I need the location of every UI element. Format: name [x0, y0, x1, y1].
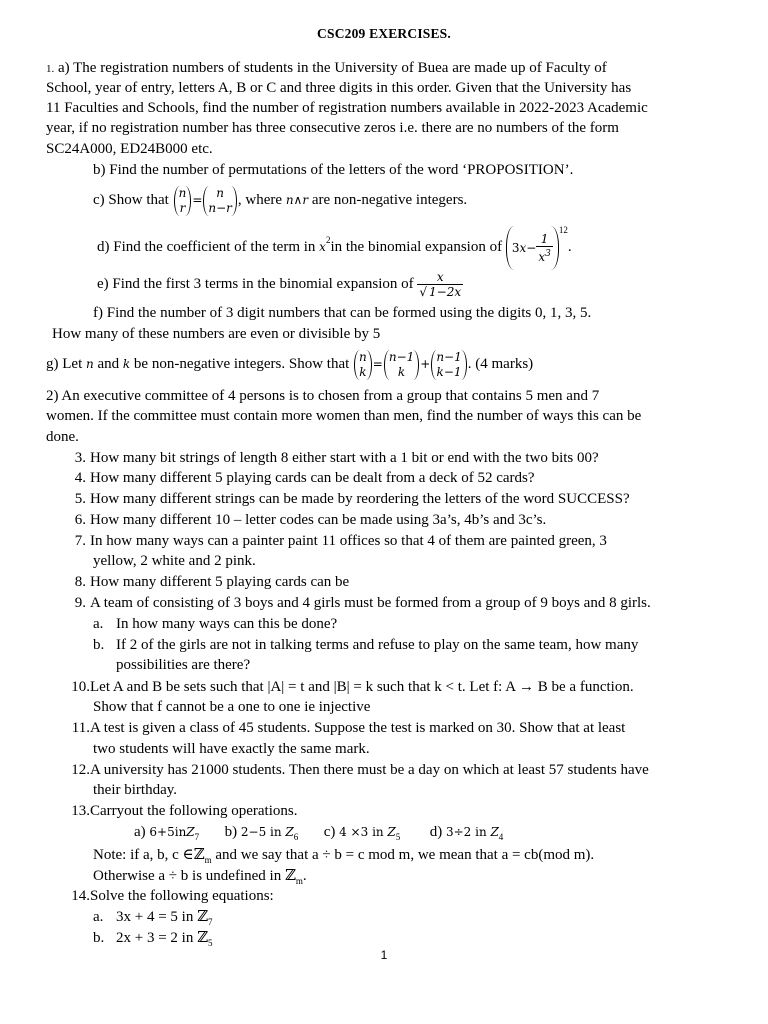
- list-item-11: 11.A test is given a class of 45 students. Suppose the test is marked on 30. Show that at least: [71, 720, 626, 736]
- q1a-line-3: 11 Faculties and Schools, find the number of registration numbers available in 2022-2023 Academic: [46, 100, 648, 116]
- list-item-8: 8. How many different 5 playing cards can be: [74, 574, 350, 590]
- list-item-6: 6. How many different 10 – letter codes can be made using 3a’s, 4b’s and 3c’s.: [74, 512, 547, 528]
- q1-number: 1.: [46, 63, 55, 75]
- q1b-line: b) Find the number of permutations of the letters of the word ‘PROPOSITION’.: [93, 162, 574, 178]
- list-item-3: 3. How many bit strings of length 8 either start with a 1 bit or end with the two bits 00?: [74, 450, 599, 466]
- list-item-7-cont: yellow, 2 white and 2 pink.: [93, 553, 256, 569]
- binom-n1-k1: n−1 k−1: [431, 350, 466, 380]
- q1f-line-2: How many of these numbers are even or divisible by 5: [52, 326, 381, 342]
- page-title: CSC209 EXERCISES.: [317, 26, 451, 41]
- q1d-mid: in the binomial expansion of: [330, 239, 503, 255]
- binom-n-r: n r: [174, 186, 192, 216]
- list-item-12: 12.A university has 21000 students. Then there must be a day on which at least 57 students have: [71, 762, 649, 778]
- q1a-line-1: [46, 58, 607, 79]
- q13-note-line-2: Otherwise a ÷ b is undefined in ℤ$_m$.: [93, 868, 307, 886]
- list-item-12-cont: their birthday.: [93, 782, 178, 798]
- q1g-k: k: [122, 357, 131, 371]
- list-item-10: 10.Let A and B be sets such that |A| = t and |B| = k such that k < t. Let f: A → B be a function.: [71, 679, 634, 695]
- list-item-14: 14.Solve the following equations:: [71, 888, 274, 904]
- list-item-9: 9. A team of consisting of 3 boys and 4 girls must be formed from a group of 9 boys and 8 girls.: [74, 595, 651, 611]
- list-item-13: 13.Carryout the following operations.: [71, 803, 298, 819]
- q2-line-2: women. If the committee must contain more women than men, find the number of ways this can be: [46, 408, 642, 424]
- q1g-marks: . (4 marks): [467, 356, 534, 372]
- q1c-vars: n∧r: [285, 193, 309, 207]
- list-item-7: 7. In how many ways can a painter paint 11 offices so that 4 of them are painted green, 3: [74, 533, 607, 549]
- list-item-5: 5. How many different strings can be made by reordering the letters of the word SUCCESS?: [74, 491, 630, 507]
- q1a-line-4: year, if no registration number has three consecutive zeros i.e. there are no numbers of the form: [46, 120, 619, 136]
- binom-n-n-minus-r: n n−r: [203, 186, 237, 216]
- fraction-x-over-sqrt: $\frac{x}{√ 1-2x}$: [419, 270, 462, 300]
- list-item-4: 4. How many different 5 playing cards can be dealt from a deck of 52 cards?: [74, 470, 535, 486]
- q1d-line: d) Find the coefficient of the term in $x^2in$ the binomial expansion of 3x− $\frac{1}{x^3}$ $^{12}$.: [97, 224, 572, 270]
- q1c-line: c) Show that n r = n n−r , where n∧r are non-negative integers.: [93, 185, 468, 215]
- q1a-line-2: School, year of entry, letters A, B or C and three digits in this order. Given that the University has: [46, 80, 632, 96]
- q1e-pre: e) Find the first 3 terms in the binomial expansion of: [97, 276, 414, 292]
- q1c-end: are non-negative integers.: [311, 192, 468, 208]
- q1c-pre: c) Show that: [93, 192, 169, 208]
- q2-line-1: 2) An executive committee of 4 persons is to chosen from a group that contains 5 men and 7: [46, 388, 600, 404]
- q13-note-line-1: Note: if a, b, c ∈ℤ$_m$ and we say that a ÷ b = c mod m, we mean that a = cb(mod m).: [93, 847, 595, 865]
- q1e-line: [97, 266, 463, 302]
- binomial-expression-d: 3x− $\frac{1}{x^3}$: [506, 226, 559, 270]
- q14-equation-a: a. 3x + 4 = 5 in ℤ$_7$: [93, 909, 213, 927]
- list-item-9b-cont: possibilities are there?: [116, 657, 251, 673]
- list-item-9a: a. In how many ways can this be done?: [93, 616, 338, 632]
- q1c-post: , where: [237, 192, 283, 208]
- list-item-11-cont: two students will have exactly the same mark.: [93, 741, 370, 757]
- q1a-text-1: a) The registration numbers of students in the University of Buea are made up of Faculty of: [54, 60, 607, 76]
- q1g-pre: g) Let: [46, 356, 83, 372]
- q1g-line: g) Let n and k be non-negative integers. Show that n k = n−1 k + n−1 k−1 . (4 marks): [46, 349, 534, 379]
- page-number: 1: [380, 948, 388, 962]
- q1d-power: 12: [558, 225, 568, 235]
- list-item-10-cont: Show that f cannot be a one to one ie injective: [93, 699, 371, 715]
- q1g-and: and: [97, 356, 120, 372]
- binom-n1-k: n−1 k: [384, 350, 419, 380]
- q1d-pre: d) Find the coefficient of the term in: [97, 239, 316, 255]
- q1d-exponent: 2: [325, 235, 331, 245]
- q1g-n: n: [85, 357, 94, 371]
- q1g-mid: be non-negative integers. Show that: [133, 356, 350, 372]
- q2-line-3: done.: [46, 429, 79, 445]
- q1f-line-1: f) Find the number of 3 digit numbers that can be formed using the digits 0, 1, 3, 5.: [93, 305, 592, 321]
- q1a-line-5: SC24A000, ED24B000 etc.: [46, 141, 213, 157]
- list-item-9b: b. If 2 of the girls are not in talking terms and refuse to play on the same team, how many: [93, 637, 639, 653]
- binom-n-k: n k: [354, 350, 372, 380]
- q1d-term: x: [319, 240, 326, 254]
- q14-equation-b: b. 2x + 3 = 2 in ℤ$_5$: [93, 930, 213, 948]
- q13-operations: a) 6+5inZ$_7$ b) 2−5 in $Z_6$ c) 4 ×3 in $Z_5$ d) 3÷2 in $Z_4$: [134, 824, 504, 842]
